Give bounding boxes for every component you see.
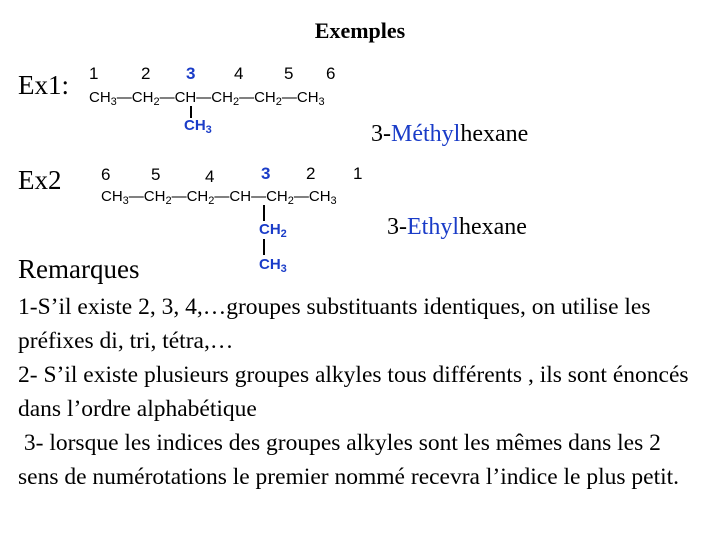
branch-ch2: $CH_2$ — [259, 221, 287, 240]
carbon-number: 5 — [284, 64, 294, 83]
branch-bond — [263, 239, 265, 255]
chain-group: CH — [229, 188, 252, 205]
branch-bond — [263, 205, 265, 221]
example-2-name — [387, 214, 527, 241]
name-locant: 3- — [387, 214, 407, 240]
carbon-number: 6 — [101, 165, 111, 184]
page-title: Exemples — [314, 18, 406, 43]
remark-item: 3- lorsque les indices des groupes alkyles sont les mêmes dans les 2 sens de numérotations le premier nommé recevra l’indice le plus petit. — [18, 430, 680, 490]
name-parent: hexane — [459, 214, 527, 240]
branch-ch3: $CH_3$ — [259, 256, 287, 275]
chain-group: $CH_2$ — [131, 89, 160, 108]
chain-group: $CH_2$ — [143, 188, 172, 207]
chain-group: $CH_3$ — [308, 188, 337, 207]
carbon-number-highlighted: 3 — [261, 164, 271, 183]
carbon-number: 6 — [326, 64, 336, 83]
name-parent: hexane — [460, 121, 529, 147]
example-1-label: Ex1: — [18, 70, 69, 100]
carbon-number-highlighted: 3 — [186, 64, 196, 83]
carbon-number: 4 — [205, 167, 215, 186]
chain-group: CH — [174, 89, 197, 106]
branch-methyl: $CH_3$ — [184, 117, 212, 136]
carbon-number: 2 — [306, 164, 316, 183]
remarks-heading: Remarques — [18, 254, 140, 284]
main-chain: $CH_3—CH_2—CH—CH_2—CH_2—CH_3$ — [89, 89, 325, 108]
example-1-name — [371, 121, 528, 148]
name-substituent: Méthyl — [391, 121, 461, 147]
carbon-number: 5 — [151, 165, 161, 184]
chain-group: $CH_2$ — [254, 89, 282, 108]
carbon-number: 4 — [234, 64, 244, 83]
chain-group: $CH_2$ — [266, 188, 294, 207]
chain-group: $CH_3$ — [296, 89, 325, 108]
remark-item: 2- S’il existe plusieurs groupes alkyles tous différents , ils sont énoncés dans l’ordre alphabétique — [18, 362, 689, 422]
chain-group: $CH_3$ — [101, 188, 129, 207]
name-locant: 3- — [371, 121, 391, 147]
chain-group: $CH_2$ — [211, 89, 240, 108]
example-2-label: Ex2 — [18, 165, 62, 195]
main-chain: $CH_3—CH_2—CH_2—CH—CH_2—CH_3$ — [101, 188, 337, 207]
carbon-number: 1 — [353, 164, 363, 183]
remark-item: 1-S’il existe 2, 3, 4,…groupes substituants identiques, on utilise les préfixes di, tri, tétra,… — [18, 294, 651, 354]
remarks-list — [18, 290, 708, 494]
name-substituent: Ethyl — [407, 214, 459, 240]
chain-group: $CH_3$ — [89, 89, 117, 108]
carbon-number: 2 — [141, 64, 151, 83]
chain-group: $CH_2$ — [186, 188, 215, 207]
carbon-number: 1 — [89, 64, 99, 83]
